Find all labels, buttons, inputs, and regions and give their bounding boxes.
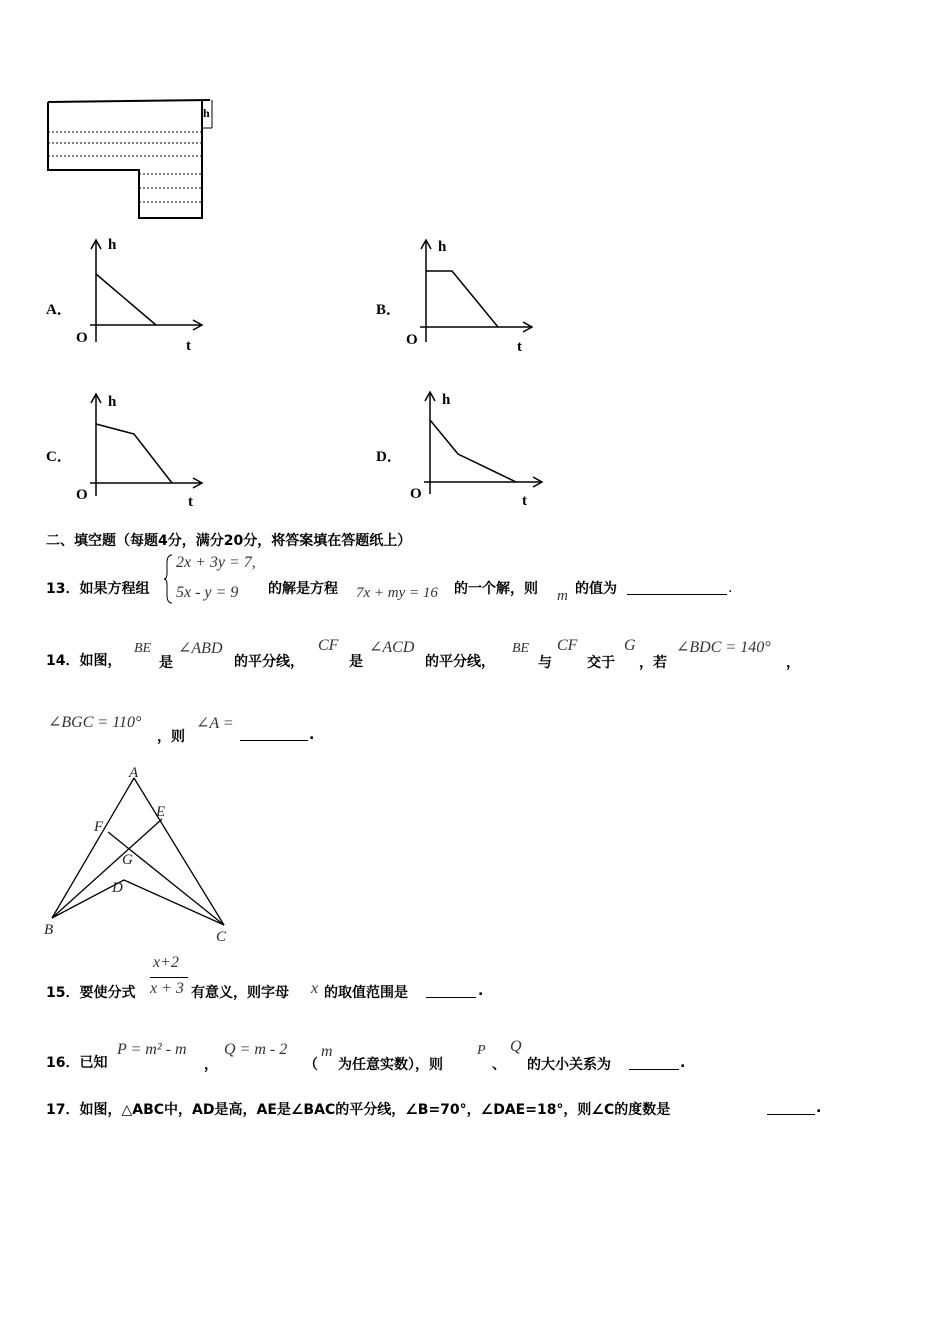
q16-comma: ， xyxy=(204,1057,218,1073)
option-a-label[interactable]: A． xyxy=(46,302,72,318)
section-heading: 二、填空题（每题4分，满分20分，将答案填在答题纸上） xyxy=(46,533,412,549)
q16-m: m xyxy=(321,1043,333,1060)
q16-suffix: 的大小关系为 xyxy=(527,1057,611,1073)
q15-number: 15． xyxy=(46,985,80,1001)
q15-middle: 有意义，则字母 xyxy=(191,985,289,1001)
q14-bgc: ∠BGC = 110° xyxy=(48,714,142,731)
x-axis-label: t xyxy=(186,338,191,354)
point-e-label: E xyxy=(156,804,166,820)
q14-ze: ，则 xyxy=(157,729,185,745)
question-17 xyxy=(46,1099,670,1119)
q14-text-a: 如图， xyxy=(79,653,122,669)
q14-comma: ， xyxy=(786,655,800,671)
q15-denominator: x + 3 xyxy=(150,980,184,997)
point-d-label: D xyxy=(112,880,123,896)
option-d-graph[interactable] xyxy=(404,384,554,509)
q16-number: 16． xyxy=(46,1055,80,1071)
q13-suffix2: 的值为 xyxy=(575,581,617,597)
q14-end: . xyxy=(309,727,315,743)
option-c-graph[interactable] xyxy=(70,386,220,511)
q15-answer-blank[interactable] xyxy=(426,997,476,998)
origin-label: O xyxy=(76,330,88,346)
question-15 xyxy=(46,982,135,1002)
point-g-label: G xyxy=(122,852,133,868)
point-c-label: C xyxy=(216,929,227,945)
y-axis-label: h xyxy=(438,239,447,255)
q14-ruo: ，若 xyxy=(639,655,667,671)
point-b-label: B xyxy=(44,922,54,938)
point-a-label: A xyxy=(129,765,139,781)
q13-var-m: m xyxy=(557,588,568,604)
q13-eq2: 5x - y = 9 xyxy=(176,584,239,601)
q14-angle-acd: ∠ACD xyxy=(369,639,415,656)
q15-var: x xyxy=(311,980,319,997)
origin-label: O xyxy=(406,332,418,348)
q14-angle-abd: ∠ABD xyxy=(178,640,223,657)
q15-prefix: 要使分式 xyxy=(79,985,136,1001)
q13-eq3: 7x + my = 16 xyxy=(356,585,438,601)
q16-q-expr: Q = m - 2 xyxy=(224,1041,288,1058)
q17-answer-blank[interactable] xyxy=(767,1114,815,1115)
q14-be: BE xyxy=(134,641,152,656)
q16-paren-open: （ xyxy=(304,1057,318,1073)
q16-end: . xyxy=(680,1055,686,1071)
y-axis-label: h xyxy=(442,392,451,408)
point-f-label: F xyxy=(94,819,104,835)
tank-h-label: h xyxy=(203,106,210,120)
option-b-label[interactable]: B． xyxy=(376,302,402,318)
q15-suffix: 的取值范围是 xyxy=(324,985,408,1001)
q17-text: 如图，△ABC中，AD是高，AE是∠BAC的平分线，∠B=70°，∠DAE=18°，则∠C的度数是 xyxy=(79,1102,671,1118)
q14-bisector2: 的平分线， xyxy=(425,654,495,670)
q17-number: 17． xyxy=(46,1102,80,1118)
q14-bdc: ∠BDC = 140° xyxy=(676,639,771,656)
q16-prefix: 已知 xyxy=(79,1055,108,1071)
q16-q: Q xyxy=(510,1038,522,1055)
q14-be2: BE xyxy=(512,641,530,656)
q16-paren-text: 为任意实数），则 xyxy=(338,1057,443,1073)
q16-dun: 、 xyxy=(492,1057,506,1073)
triangle-figure xyxy=(40,760,240,950)
q13-suffix1: 的一个解，则 xyxy=(454,581,538,597)
q15-numerator: x+2 xyxy=(153,954,179,971)
option-d-label[interactable]: D． xyxy=(376,449,402,465)
option-a-graph[interactable] xyxy=(70,232,220,357)
q14-yu: 与 xyxy=(538,655,552,671)
q14-angle-a: ∠A = xyxy=(196,715,234,732)
tank-figure xyxy=(44,96,219,224)
y-axis-label: h xyxy=(108,237,117,253)
option-b-graph[interactable] xyxy=(400,232,550,357)
q14-jiaoyu: 交于 xyxy=(587,655,615,671)
q15-end: . xyxy=(478,983,484,999)
q14-number xyxy=(46,650,121,670)
q13-end: . xyxy=(728,580,733,596)
q15-fraction-bar xyxy=(150,977,188,978)
q14-answer-blank[interactable] xyxy=(240,740,308,741)
option-c-label[interactable]: C． xyxy=(46,449,72,465)
q13-number: 13． xyxy=(46,581,80,597)
question-13 xyxy=(46,578,149,598)
q14-number-text: 14． xyxy=(46,653,80,669)
q14-bisector: 的平分线， xyxy=(234,654,304,670)
q17-end: . xyxy=(816,1100,822,1116)
x-axis-label: t xyxy=(522,493,527,509)
origin-label: O xyxy=(76,487,88,503)
q13-brace xyxy=(164,553,174,605)
x-axis-label: t xyxy=(517,339,522,355)
q13-prefix: 如果方程组 xyxy=(79,581,150,597)
q16-answer-blank[interactable] xyxy=(629,1069,679,1070)
q14-cf2: CF xyxy=(557,637,578,654)
q13-eq1: 2x + 3y = 7, xyxy=(176,554,256,571)
question-16 xyxy=(46,1052,107,1072)
y-axis-label: h xyxy=(108,394,117,410)
q14-cf: CF xyxy=(318,637,339,654)
q14-shi: 是 xyxy=(159,655,173,671)
x-axis-label: t xyxy=(188,494,193,510)
q13-middle: 的解是方程 xyxy=(268,581,338,597)
q14-g: G xyxy=(624,637,636,654)
q16-p: P xyxy=(477,1043,486,1058)
origin-label: O xyxy=(410,486,422,502)
q14-shi2: 是 xyxy=(349,654,363,670)
q16-p-expr: P = m² - m xyxy=(117,1041,187,1058)
q13-answer-blank[interactable] xyxy=(627,594,727,595)
